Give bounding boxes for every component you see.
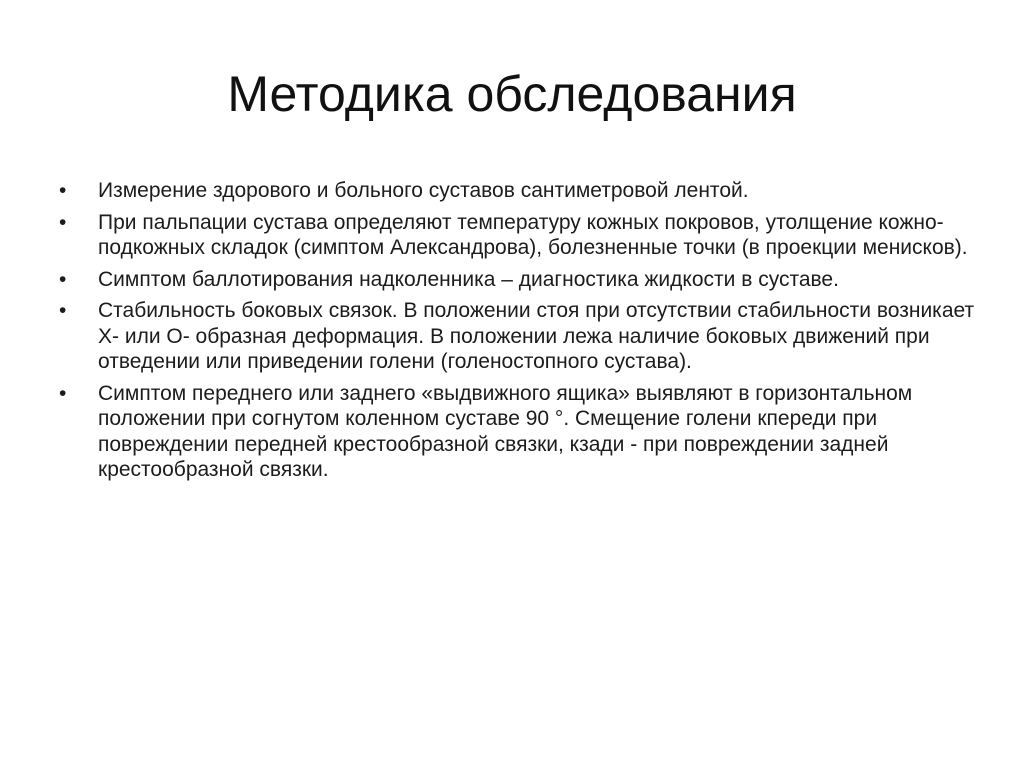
- bullet-icon: •: [59, 381, 67, 405]
- bullet-text: Симптом переднего или заднего «выдвижного ящика» выявляют в горизонтальном положении при согнутом коленном суставе 90 °. Смещение голени кпереди при повреждении передней крестообразной связки, кзади - при повреждении задней крестообразной связки.: [98, 381, 913, 481]
- bullet-item: [55, 267, 975, 293]
- bullet-icon: •: [59, 299, 67, 322]
- bullet-item: [55, 381, 975, 483]
- bullet-text: Измерение здорового и больного суставов сантиметровой лентой.: [98, 179, 749, 202]
- bullet-icon: •: [59, 179, 67, 202]
- bullet-item: [55, 178, 975, 204]
- bullet-text: При пальпации сустава определяют температуру кожных покровов, утолщение кожно-подкожных складок (симптом Александрова), болезненные точки (в проекции менисков).: [98, 210, 968, 259]
- bullet-icon: •: [59, 210, 67, 234]
- slide-title: Методика обследования: [227, 66, 797, 122]
- bullet-text: Стабильность боковых связок. В положении стоя при отсутствии стабильности возникает Х- или О- образная деформация. В положении лежа наличие боковых движений при отведении или приведении голени (голеностопного сустава).: [98, 299, 975, 373]
- bullet-item: [55, 298, 975, 375]
- bullet-list: [55, 178, 975, 489]
- bullet-item: [55, 210, 975, 261]
- bullet-text: Симптом баллотирования надколенника – диагностика жидкости в суставе.: [98, 267, 839, 291]
- bullet-icon: •: [59, 267, 67, 291]
